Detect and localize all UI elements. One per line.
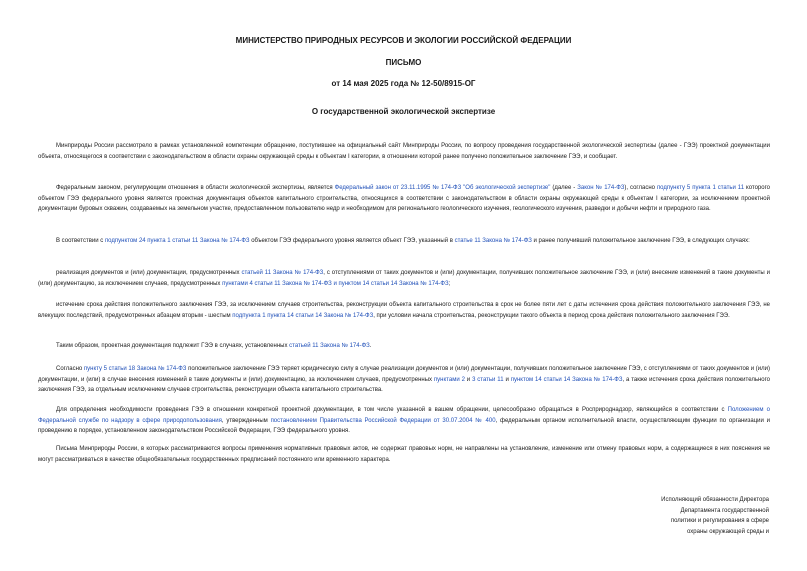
link-article-11[interactable]: статье 11 Закона № 174-ФЗ xyxy=(454,238,532,244)
link-law-174[interactable]: Федеральный закон от 23.11.1995 № 174-ФЗ "Об экологической экспертизе" xyxy=(334,185,551,191)
document-subject: О государственной экологической экспертизе xyxy=(311,107,496,116)
link-law-174-short[interactable]: Закон № 174-ФЗ xyxy=(577,185,625,191)
link-subpoint-5[interactable]: подпункту 5 пункта 1 статьи 11 xyxy=(656,185,745,191)
link-points-2[interactable]: пунктами 2 xyxy=(433,376,465,383)
paragraph-3: В соответствии с подпунктом 24 пункта 1 статьи 11 Закона № 174-ФЗ объектом ГЭЭ федерального уровня является объект ГЭЭ, указанный в статье 11 Закона № 174-ФЗ и ранее получивший положительное заключение ГЭЭ, в следующих случаях: xyxy=(56,238,750,244)
link-3-article-11[interactable]: 3 статьи 11 xyxy=(472,376,504,383)
ministry-heading: МИНИСТЕРСТВО ПРИРОДНЫХ РЕСУРСОВ И ЭКОЛОГИИ РОССИЙСКОЙ ФЕДЕРАЦИИ xyxy=(235,36,572,45)
link-government-decree-400[interactable]: постановлением Правительства Российской Федерации от 30.07.2004 № 400 xyxy=(270,417,496,424)
signature-line: Исполняющий обязанности Директора xyxy=(661,497,769,503)
signature-block xyxy=(661,495,769,537)
signature-line: охраны окружающей среды и xyxy=(687,528,769,535)
signature-line: Департамента государственной xyxy=(680,507,769,514)
link-article-11-b[interactable]: статьей 11 Закона № 174-ФЗ xyxy=(241,270,324,276)
link-point-5-article-18[interactable]: пункту 5 статьи 18 Закона № 174-ФЗ xyxy=(83,366,187,372)
paragraph-1: Минприроды России рассмотрело в рамках установленной компетенции обращение, поступившее на официальный сайт Минприроды России, по вопросу проведения государственной экологической экспертизы (далее - ГЭЭ) проектной документации объекта, относящегося в соответствии с законодательством в области охраны окружающей среды к объектам I категории, в отношении которой ранее получено положительное заключение ГЭЭ, и сообщает. xyxy=(38,143,770,160)
document-date-number: от 14 мая 2025 года № 12-50/8915-ОГ xyxy=(331,79,476,88)
link-subpoint-24[interactable]: подпунктом 24 пункта 1 статьи 11 Закона № 174-ФЗ xyxy=(104,238,250,244)
paragraph-6: Таким образом, проектная документация подлежит ГЭЭ в случаях, установленных статьей 11 Закона № 174-ФЗ. xyxy=(56,343,372,349)
signature-line: политики и регулирования в сфере xyxy=(670,518,769,524)
paragraph-4: реализация документов и (или) документации, предусмотренных статьей 11 Закона № 174-ФЗ, с отступлениями от таких документов и (или) документации, получивших положительное заключение ГЭЭ, и (или) внесение изменений в такие документы и (или) документацию, за исключением случаев, предусмотренных пунктами 4 статьи 11 Закона № 174-ФЗ и пунктом 14 статьи 14 Закона № 174-ФЗ; xyxy=(38,270,770,287)
paragraph-2: Федеральным законом, регулирующим отношения в области экологической экспертизы, является Федеральный закон от 23.11.1995 № 174-ФЗ "Об экологической экспертизе" (далее - Закон № 174-ФЗ), согласно подпункту 5 пункта 1 статьи 11 которого объектом ГЭЭ федерального уровня является проектная документация объектов капитального строительства, относящихся в соответствии с законодательством в области охраны окружающей среды к объектам I категории, за исключением проектной документации буровых скважин, создаваемых на земельном участке, предоставленном пользователю недр и необходимом для регионального геологического изучения, геологического изучения, разведки и добычи нефти и природного газа. xyxy=(38,185,770,213)
paragraph-8: Для определения необходимости проведения ГЭЭ в отношении конкретной проектной документации, в том числе указанной в вашем обращении, целесообразно обращаться в Росприроднадзор, являющийся в соответствии с Положением о Федеральной службе по надзору в сфере природопользования, утвержденным постановлением Правительства Российской Федерации от 30.07.2004 № 400, федеральным органом исполнительной власти, осуществляющим функции по организации и проведению в порядке, установленном законодательством Российской Федерации, ГЭЭ федерального уровня. xyxy=(38,407,771,435)
link-article-11-c[interactable]: статьей 11 Закона № 174-ФЗ xyxy=(289,343,370,349)
paragraph-5: истечение срока действия положительного заключения ГЭЭ, за исключением случаев строительства, реконструкции объекта капитального строительства в срок не более пяти лет с даты истечения срока действия положительного заключения ГЭЭ, не влекущих последствий, предусмотренных абзацем вторым - шестым подпункта 1 пункта 14 статьи 14 Закона № 174-ФЗ, при условии начала строительства, реконструкции такого объекта в период срока действия положительного заключения ГЭЭ. xyxy=(38,302,770,319)
paragraph-9: Письма Минприроды России, в которых рассматриваются вопросы применения нормативных правовых актов, не содержат правовых норм, не направлены на установление, изменение или отмену правовых норм, а содержащиеся в них пояснения не могут рассматриваться в качестве общеобязательных государственных предписаний постоянного или временного характера. xyxy=(38,446,770,463)
link-regulation-rpn[interactable]: Положением о Федеральной службе по надзору в сфере природопользования xyxy=(38,407,770,424)
link-subpoint-1-point-14[interactable]: подпункта 1 пункта 14 статьи 14 Закона № 174-ФЗ xyxy=(232,312,374,319)
paragraph-7: Согласно пункту 5 статьи 18 Закона № 174-ФЗ положительное заключение ГЭЭ теряет юридическую силу в случае реализации документов и (или) документации, получивших положительное заключение ГЭЭ, с отступлениями от таких документов и (или) документации, и (или) в случае внесения изменений в такие документы и (или) документацию, за исключением случаев, предусмотренных пунктами 2 и 3 статьи 11 и пунктом 14 статьи 14 Закона № 174-ФЗ, а также истечения срока действия положительного заключения ГЭЭ, за отдельным исключением случаев строительства, реконструкции объекта капитального строительства. xyxy=(38,366,771,394)
link-points-4-14[interactable]: пунктами 4 статьи 11 Закона № 174-ФЗ и пунктом 14 статьи 14 Закона № 174-ФЗ xyxy=(222,280,449,287)
link-point-14-article-14[interactable]: пунктом 14 статьи 14 Закона № 174-ФЗ xyxy=(510,376,623,383)
document-type: ПИСЬМО xyxy=(385,58,422,67)
